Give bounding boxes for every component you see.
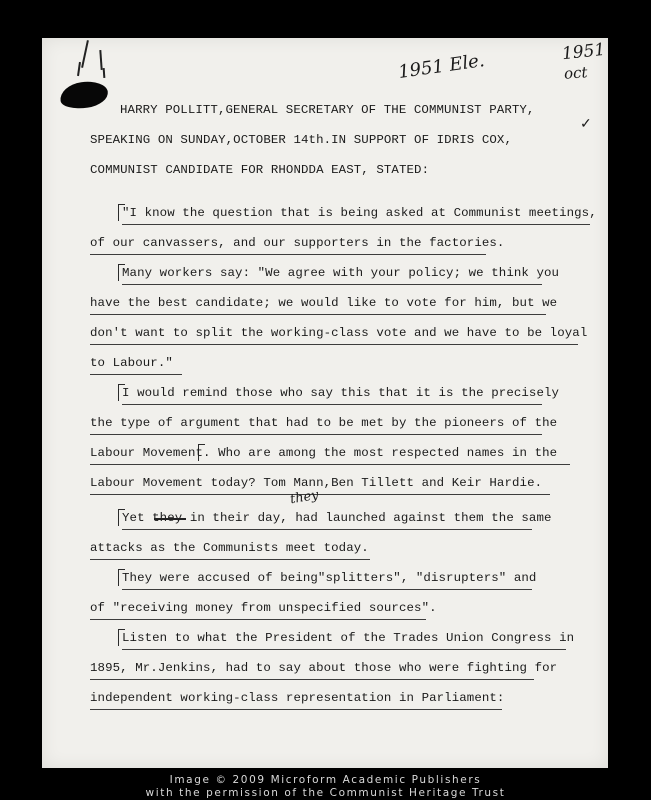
handwritten-date-note: 1951 Ele. [396, 50, 486, 83]
body-line: They were accused of being"splitters", "disrupters" and [122, 571, 537, 585]
body-line: of our canvassers, and our supporters in the factories. [90, 236, 505, 250]
heading-line: HARRY POLLITT,GENERAL SECRETARY OF THE COMMUNIST PARTY, [120, 103, 535, 117]
body-line: independent working-class representation in Parliament: [90, 691, 505, 705]
body-line: to Labour." [90, 356, 173, 370]
underline [90, 559, 370, 560]
underline [122, 224, 590, 225]
body-line: have the best candidate; we would like to vote for him, but we [90, 296, 558, 310]
body-line: Listen to what the President of the Trades Union Congress in [122, 631, 575, 645]
underline [90, 619, 426, 620]
handwritten-year-note: 1951 [561, 39, 607, 65]
underline [90, 709, 502, 710]
body-line: I would remind those who say this that it is the precisely [122, 386, 560, 400]
underline [90, 464, 570, 465]
underline [90, 254, 486, 255]
underline [122, 404, 542, 405]
underline [90, 374, 182, 375]
underline [90, 679, 534, 680]
copyright-footer-line-2: with the permission of the Communist Heritage Trust [145, 787, 506, 799]
underline [90, 434, 542, 435]
copyright-footer-line-1: Image © 2009 Microform Academic Publishers [169, 774, 482, 786]
body-line: Labour Movement. Who are among the most respected names in the [90, 446, 558, 460]
body-line: "I know the question that is being asked at Communist meetings, [122, 206, 597, 220]
ink-blot [58, 79, 109, 111]
underline [122, 589, 532, 590]
handwritten-month-note: oct [563, 63, 589, 83]
underline [122, 284, 542, 285]
underline [90, 344, 578, 345]
body-line: the type of argument that had to be met by the pioneers of the [90, 416, 558, 430]
body-line: don't want to split the working-class vote and we have to be loyal [90, 326, 588, 340]
pen-stroke-mark [81, 40, 89, 68]
handwritten-check-mark: ✓ [580, 116, 592, 132]
pen-stroke-mark [99, 50, 102, 70]
body-line: 1895, Mr.Jenkins, had to say about those who were fighting for [90, 661, 558, 675]
document-page [42, 38, 608, 768]
body-line: of "receiving money from unspecified sources". [90, 601, 437, 615]
handwritten-insertion: they [288, 487, 320, 508]
pen-stroke-mark [103, 68, 106, 78]
body-line: Many workers say: "We agree with your policy; we think you [122, 266, 560, 280]
underline [90, 314, 546, 315]
heading-line: SPEAKING ON SUNDAY,OCTOBER 14th.IN SUPPORT OF IDRIS COX, [90, 133, 512, 147]
body-line: Yet they in their day, had launched against them the same [122, 511, 552, 525]
underline [122, 649, 566, 650]
underline [122, 529, 532, 530]
strikethrough [154, 518, 186, 520]
body-line: attacks as the Communists meet today. [90, 541, 369, 555]
pen-stroke-mark [77, 62, 81, 76]
heading-line: COMMUNIST CANDIDATE FOR RHONDDA EAST, STATED: [90, 163, 430, 177]
body-line: Labour Movement today? Tom Mann,Ben Tillett and Keir Hardie. [90, 476, 543, 490]
underline [90, 494, 550, 495]
